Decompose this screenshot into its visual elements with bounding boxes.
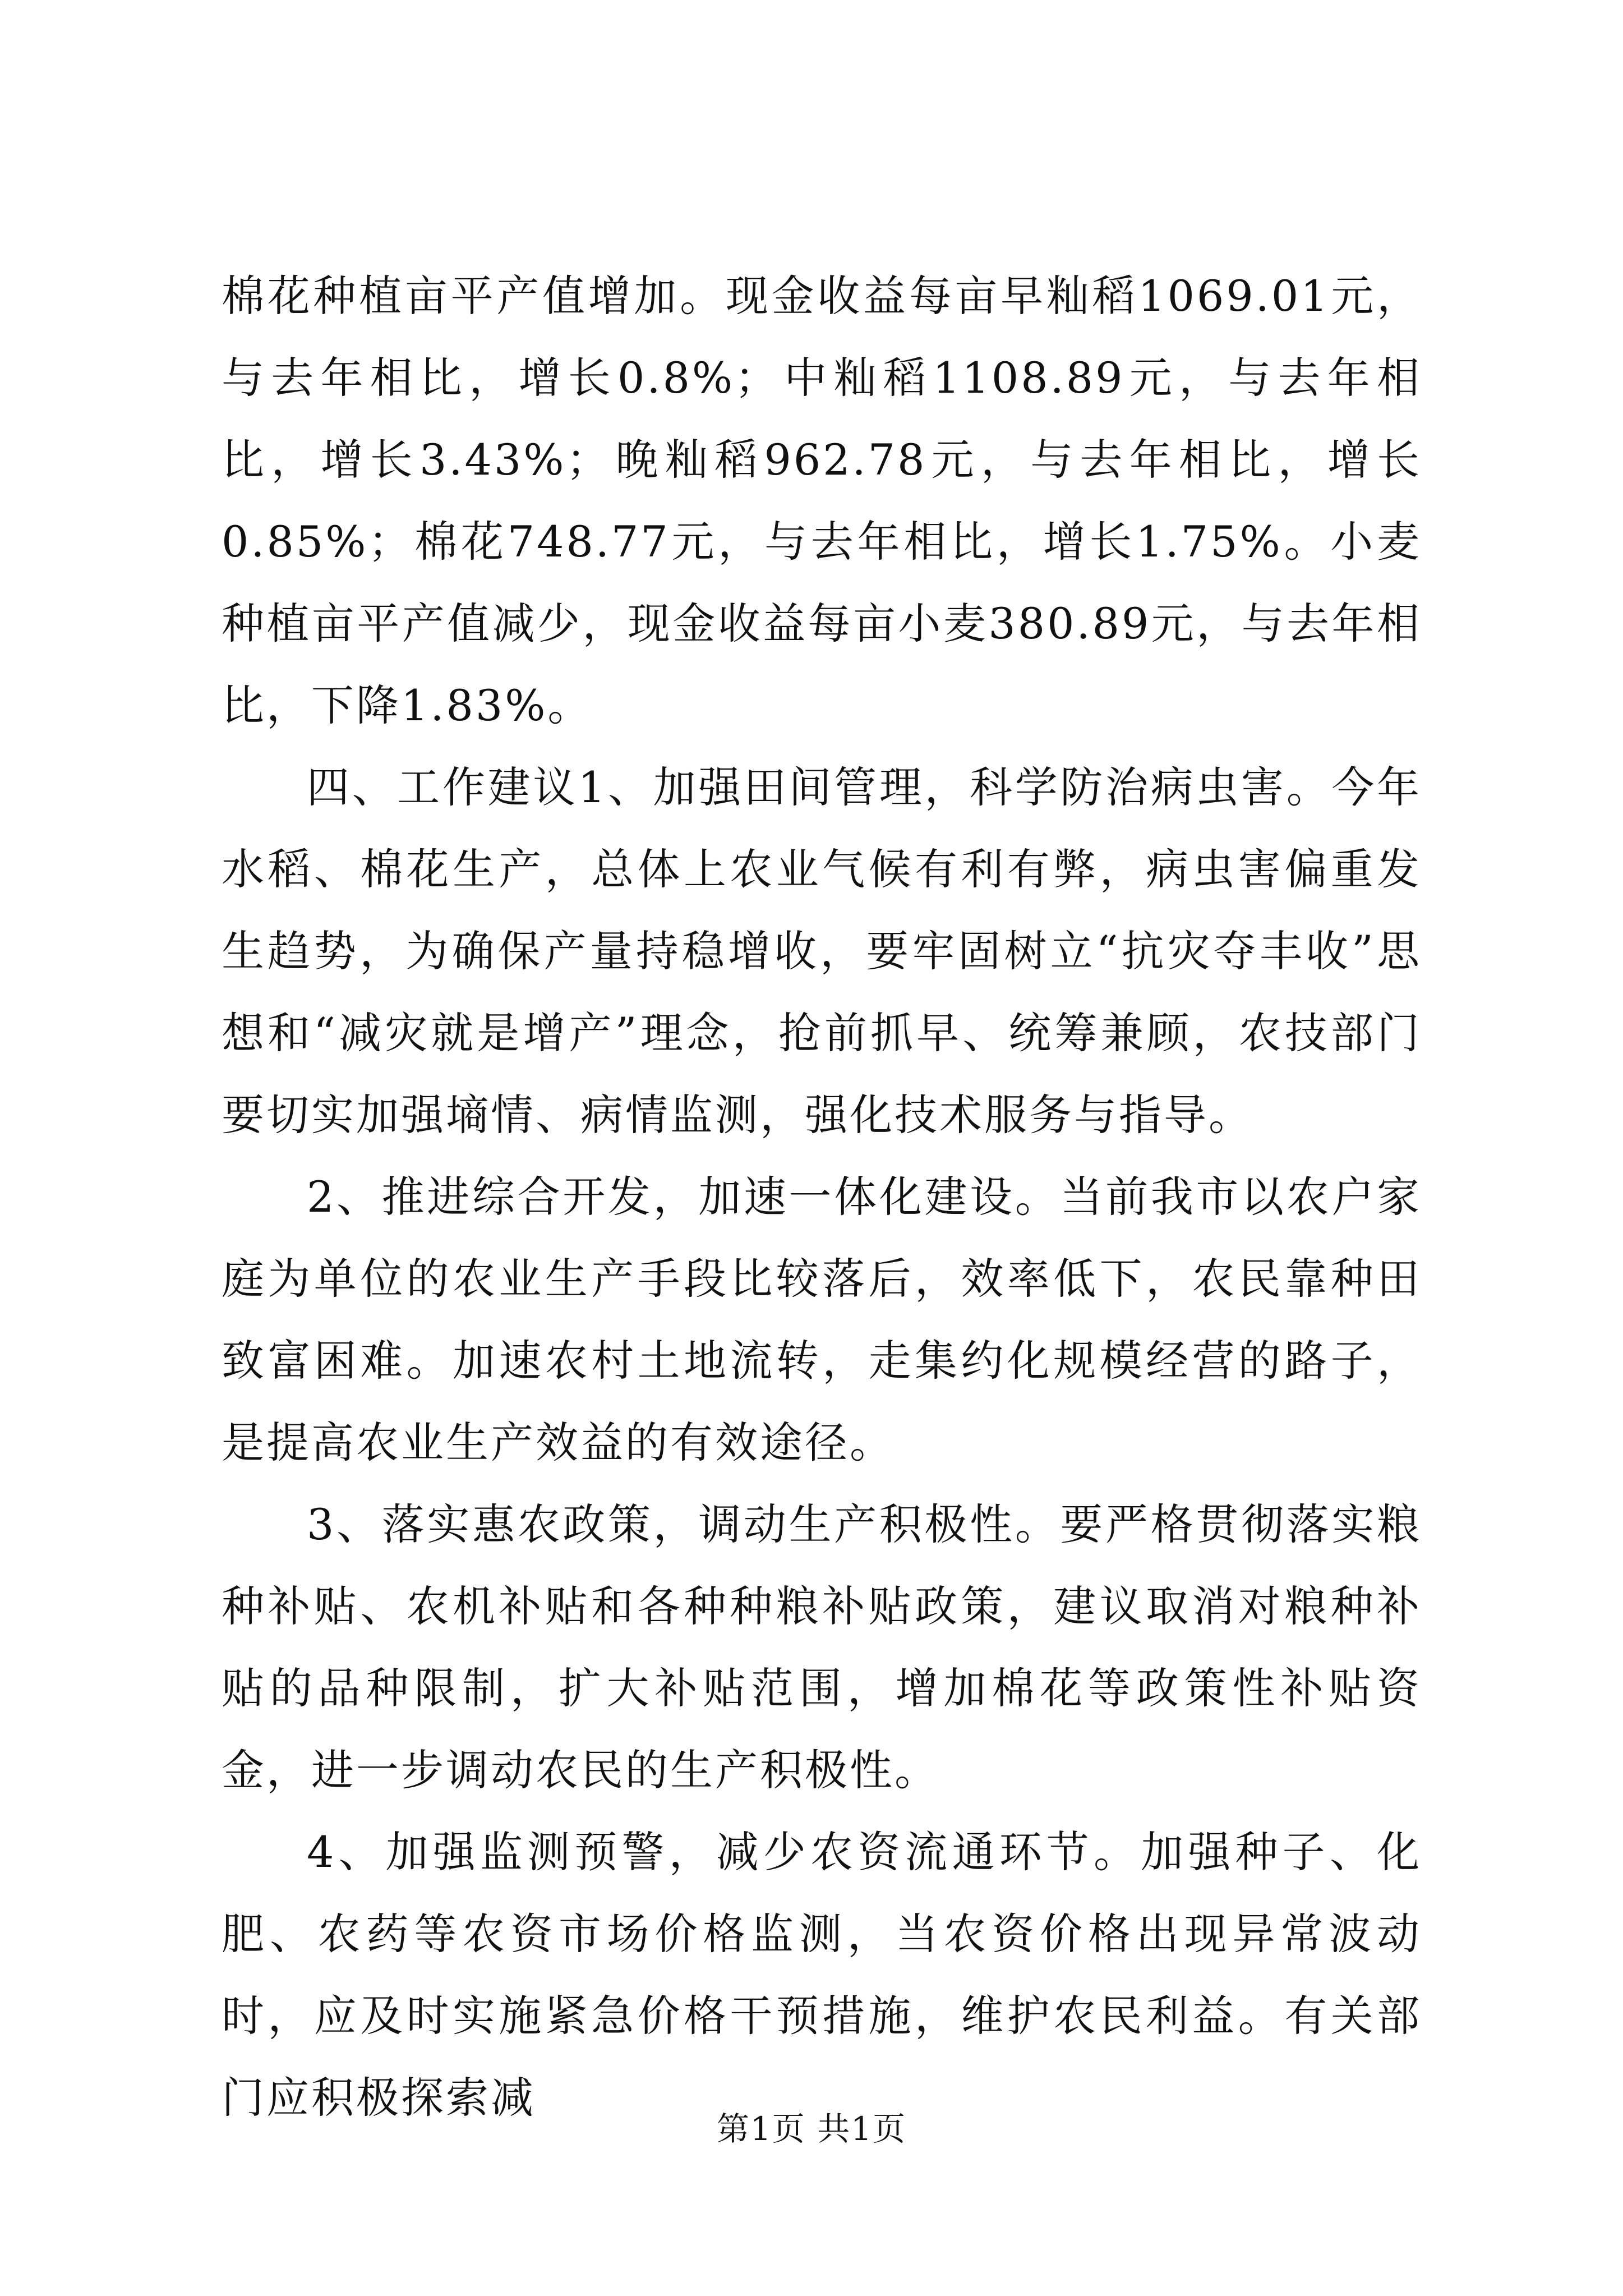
paragraph-suggestion-4: 4、加强监测预警，减少农资流通环节。加强种子、化肥、农药等农资市场价格监测，当农资价格出现异常波动时，应及时实施紧急价格干预措施，维护农民利益。有关部门应积极探索减 [222, 1827, 1422, 2123]
paragraph-suggestion-3: 3、落实惠农政策，调动生产积极性。要严格贯彻落实粮种补贴、农机补贴和各种种粮补贴政策，建议取消对粮种补贴的品种限制，扩大补贴范围，增加棉花等政策性补贴资金，进一步调动农民的生产积极性。 [222, 1499, 1422, 1795]
page-number-footer: 第1页 共1页 [716, 2110, 907, 2148]
document-body [222, 255, 1422, 2139]
paragraph-continuation: 棉花种植亩平产值增加。现金收益每亩早籼稻1069.01元，与去年相比，增长0.8%；中籼稻1108.89元，与去年相比，增长3.43%；晚籼稻962.78元，与去年相比，增长0.85%；棉花748.77元，与去年相比，增长1.75%。小麦种植亩平产值减少，现金收益每亩小麦380.89元，与去年相比，下降1.83%。 [222, 271, 1422, 730]
paragraph-suggestion-2: 2、推进综合开发，加速一体化建设。当前我市以农户家庭为单位的农业生产手段比较落后，效率低下，农民靠种田致富困难。加速农村土地流转，走集约化规模经营的路子，是提高农业生产效益的有效途径。 [222, 1172, 1422, 1467]
paragraph-work-suggestions: 四、工作建议1、加强田间管理，科学防治病虫害。今年水稻、棉花生产，总体上农业气候有利有弊，病虫害偏重发生趋势，为确保产量持稳增收，要牢固树立“抗灾夺丰收”思想和“减灾就是增产”理念，抢前抓早、统筹兼顾，农技部门要切实加强墒情、病情监测，强化技术服务与指导。 [222, 762, 1422, 1140]
